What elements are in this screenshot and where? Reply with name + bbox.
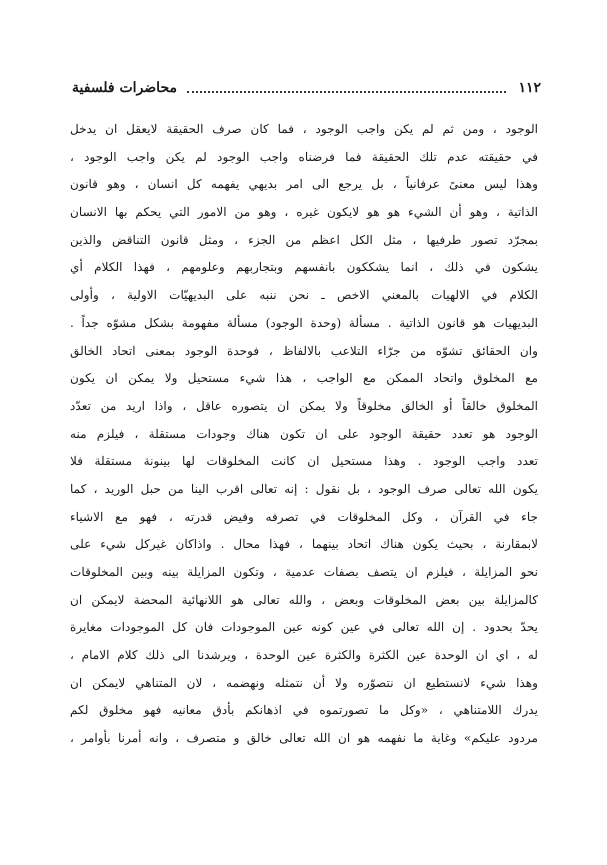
text-line: الوجود هو تعدد حقيقة الوجود على ان تكون هناك وجودات مستقلة ، فيلزم منه [70,426,538,441]
text-line: نحو المزايلة ، فيلزم ان يتصف بصفات عدمية ، وتكون المزايلة بينه وبين المخلوقات [70,565,538,579]
text-line: المخلوق خالقاً أو الخالق مخلوقاً ولا يمكن ان يتصوره عاقل ، واذا اريد من تعدّد [70,398,538,413]
page-header [72,76,541,100]
text-line: جاء في القرآن ، وكل المخلوقات في تصرفه وفيض قدرته ، فهو مع الاشياء [70,509,538,524]
text-line: كالمزايلة بين بعض المخلوقات وبعض ، والله تعالى هو اللانهائية المحضة لايمكن ان [70,592,538,607]
text-line: وهذا ليس معنىً عرفانياً ، بل يرجع الى امر بديهي يفهمه كل انسان ، وهو قانون [70,177,538,192]
body-text [70,116,538,753]
text-line: البديهيات هو قانون الذاتية . مسألة (وحدة الوجود) مسألة مفهومة بشكل مشوّه جداً . [70,315,538,330]
text-line: مردود عليكم» وغاية ما نفهمه هو ان الله تعالى خالق و متصرف ، وانه أمرنا بأوامر ، [70,731,538,746]
text-line: يشكون في ذلك ، انما يشككون بانفسهم وبتجاربهم وعلومهم ، فهذا الكلام أي [70,260,538,275]
text-line: يدرك اللامتناهي ، «وكل ما تصورتموه في اذهانكم بأدق معانيه فهو مخلوق لكم [70,703,538,718]
text-line: تعدد واجب الوجود . وهذا مستحيل ان كانت المخلوقات لها بينونة مستقلة فلا [70,454,538,469]
text-line: يحدّ بحدود . إن الله تعالى في عين كونه عين الموجودات فان كل الموجودات مغايرة [70,620,538,635]
text-line: مع المخلوق واتحاد الممكن مع الواجب ، هذا شيء مستحيل ولا يمكن ان يكون [70,371,538,386]
text-line: الكلام في الالهيات بالمعني الاخص ـ نحن ننبه على البديهيّات الاولية ، وأولى [70,288,538,303]
text-line: وهذا شيء لانستطيع ان نتصوّره ولا أن نتمثله ونهضمه ، لان المتناهي لايمكن ان [70,675,538,690]
text-line: يكون الله تعالى صرف الوجود ، بل نقول : إنه تعالى اقرب الينا من حبل الوريد ، كما [70,481,538,496]
text-line: لابمقارنة ، بحيث يكون هناك اتحاد بينهما ، فهذا محال . واذاكان غيركل شيء على [70,537,538,552]
text-line: بمجرّد تصور طرفيها ، مثل الكل اعظم من الجزء ، ومثل قانون التناقض والذين [70,232,538,247]
running-title: محاضرات فلسفية [72,80,177,96]
text-line: وان الحقائق تشوّه من جرّاء التلاعب بالالفاظ ، فوحدة الوجود بمعنى اتحاد الخالق [70,343,538,358]
text-line: الوجود ، ومن ثم لم يكن واجب الوجود ، فما كان صرف الحقيقة لايعقل ان يدخل [70,122,538,136]
text-line: الذاتية ، وهو أن الشيء هو هو لايكون غيره ، وهو من الامور التي يحكم بها الانسان [70,205,538,220]
text-line: له ، اي ان الوحدة عين الكثرة والكثرة عين الوحدة ، ويرشدنا الى ذلك كلام الامام ، [70,648,538,663]
dotted-leader [187,91,506,93]
text-line: في حقيقته عدم تلك الحقيقة فما فرضناه واجب الوجود لم يكن واجب الوجود ، [70,149,538,164]
page-number: ١١٢ [518,80,541,96]
